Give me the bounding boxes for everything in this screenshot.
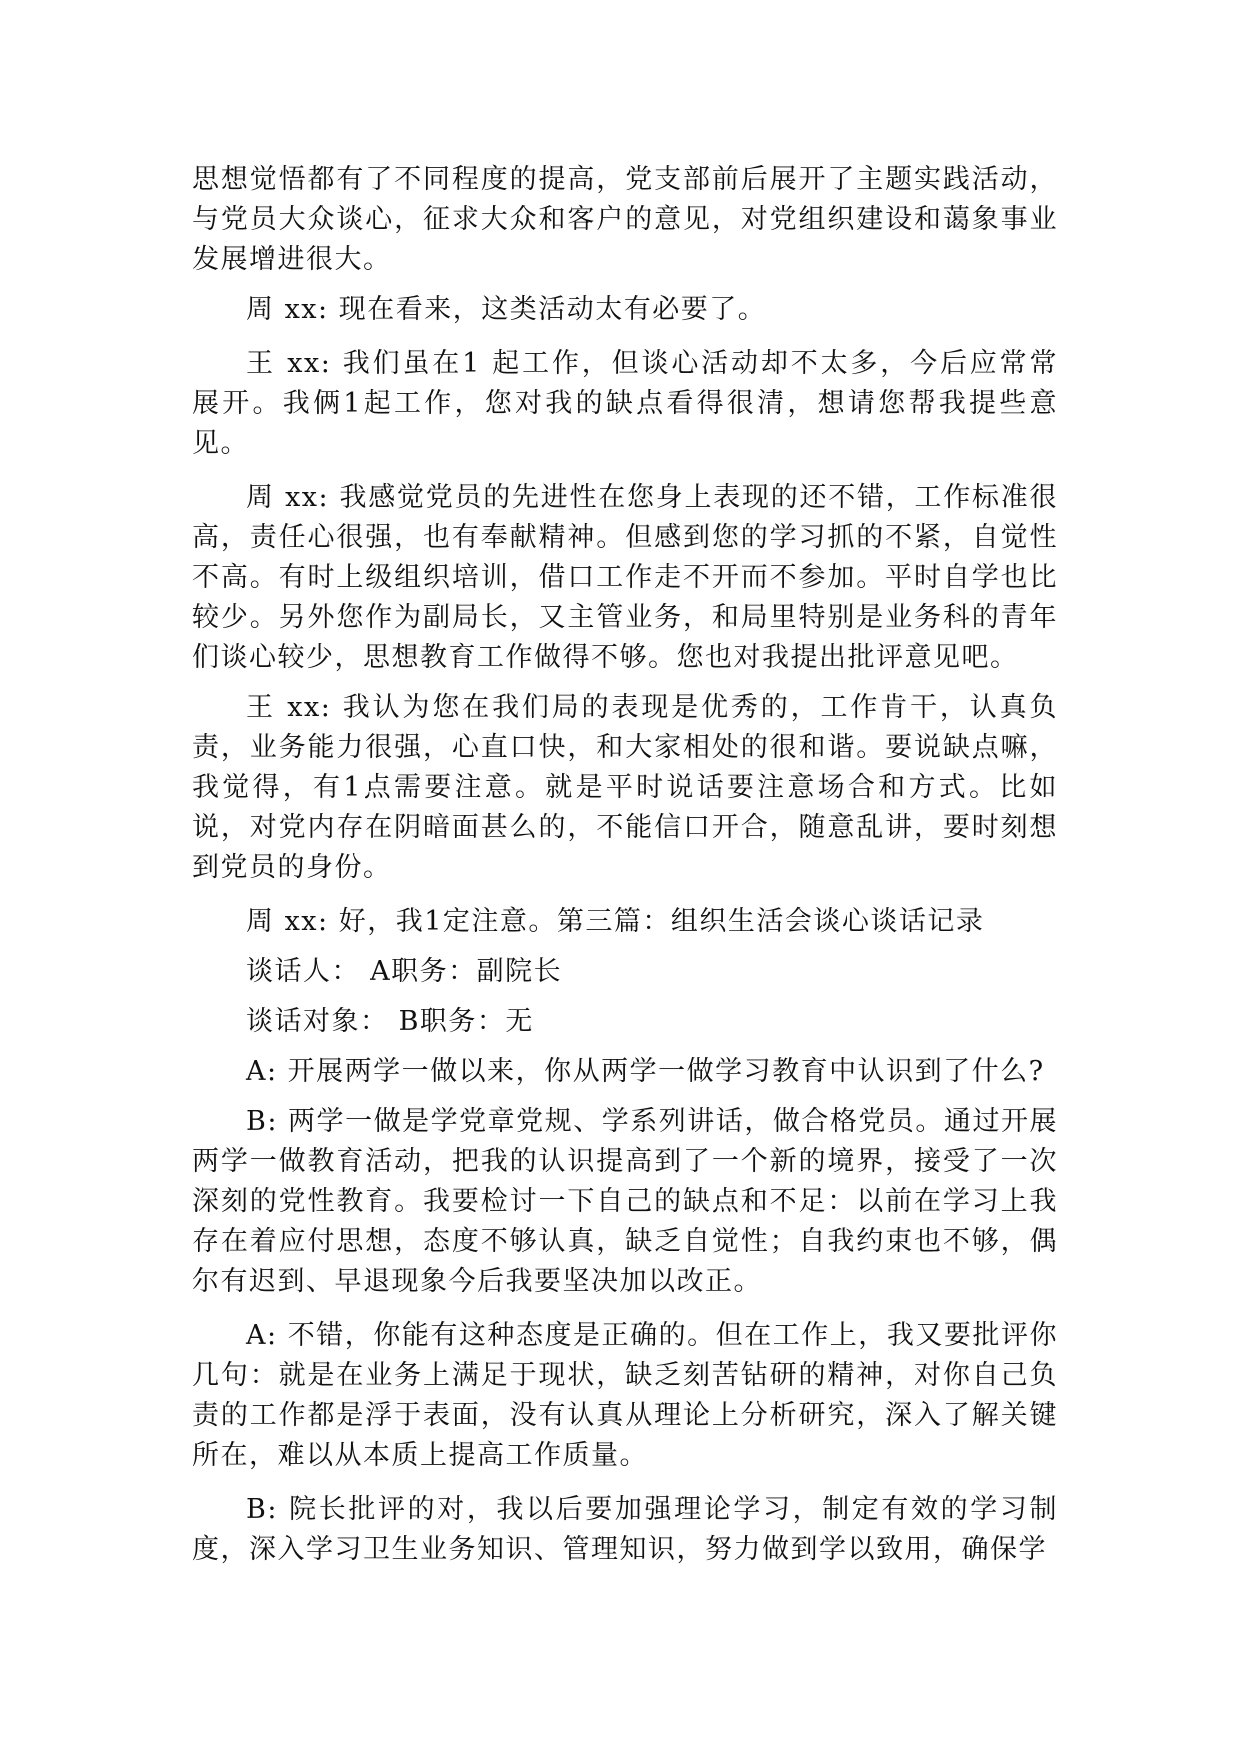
paragraph-dialogue: 王 xx: 我们虽在1 起工作，但谈心活动却不太多，今后应常常 展开。我俩1起工作，您对我的缺点看得很清，想请您帮我提些意见。 [192,348,1058,459]
paragraph-dialogue: 周 xx: 现在看来，这类活动太有必要了。 [246,294,767,325]
paragraph-dialogue: A: 开展两学一做以来，你从两学一做学习教育中认识到了什么? [246,1056,1045,1087]
paragraph-dialogue: 周 xx: 我感觉党员的先进性在您身上表现的还不错，工作标准很高，责任心很强，也有奉献精神。但感到您的学习抓的不紧，自觉性不高。有时上级组织培训，借口工作走不开而不参加。平时自学也比较少。另外您作为副局长，又主管业务，和局里特别是业务科的青年们谈心较少，思想教育工作做得不够。您也对我提出批评意见吧。 [192,482,1058,673]
paragraph-continuation: 思想觉悟都有了不同程度的提高，党支部前后展开了主题实践活动，与党员大众谈心，征求大众和客户的意见，对党组织建设和蔼象事业发展增进很大。 [192,164,1058,275]
paragraph-speaker-info: 谈话人： A职务：副院长 [246,956,563,987]
document-body [192,160,1058,1570]
paragraph-subject-info: 谈话对象： B职务：无 [246,1006,534,1037]
paragraph-dialogue: 王 xx: 我认为您在我们局的表现是优秀的，工作肯干，认真负责，业务能力很强，心直口快，和大家相处的很和谐。要说缺点嘛，我觉得，有1点需要注意。就是平时说话要注意场合和方式。比如说，对党内存在阴暗面甚么的，不能信口开合，随意乱讲，要时刻想到党员的身份。 [192,692,1058,883]
paragraph-section-heading: 周 xx: 好，我1定注意。第三篇：组织生活会谈心谈话记录 [246,906,985,937]
paragraph-dialogue: B: 两学一做是学党章党规、学系列讲话，做合格党员。通过开展两学一做教育活动，把我的认识提高到了一个新的境界，接受了一次深刻的党性教育。我要检讨一下自己的缺点和不足：以前在学习上我存在着应付思想，态度不够认真，缺乏自觉性；自我约束也不够，偶尔有迟到、早退现象今后我要坚决加以改正。 [192,1106,1058,1297]
paragraph-dialogue: B: 院长批评的对，我以后要加强理论学习，制定有效的学习制度，深入学习卫生业务知识、管理知识，努力做到学以致用，确保学 [192,1494,1058,1565]
paragraph-dialogue: A: 不错，你能有这种态度是正确的。但在工作上，我又要批评你几句：就是在业务上满足于现状，缺乏刻苦钻研的精神，对你自己负责的工作都是浮于表面，没有认真从理论上分析研究，深入了解关键所在，难以从本质上提高工作质量。 [192,1320,1058,1471]
